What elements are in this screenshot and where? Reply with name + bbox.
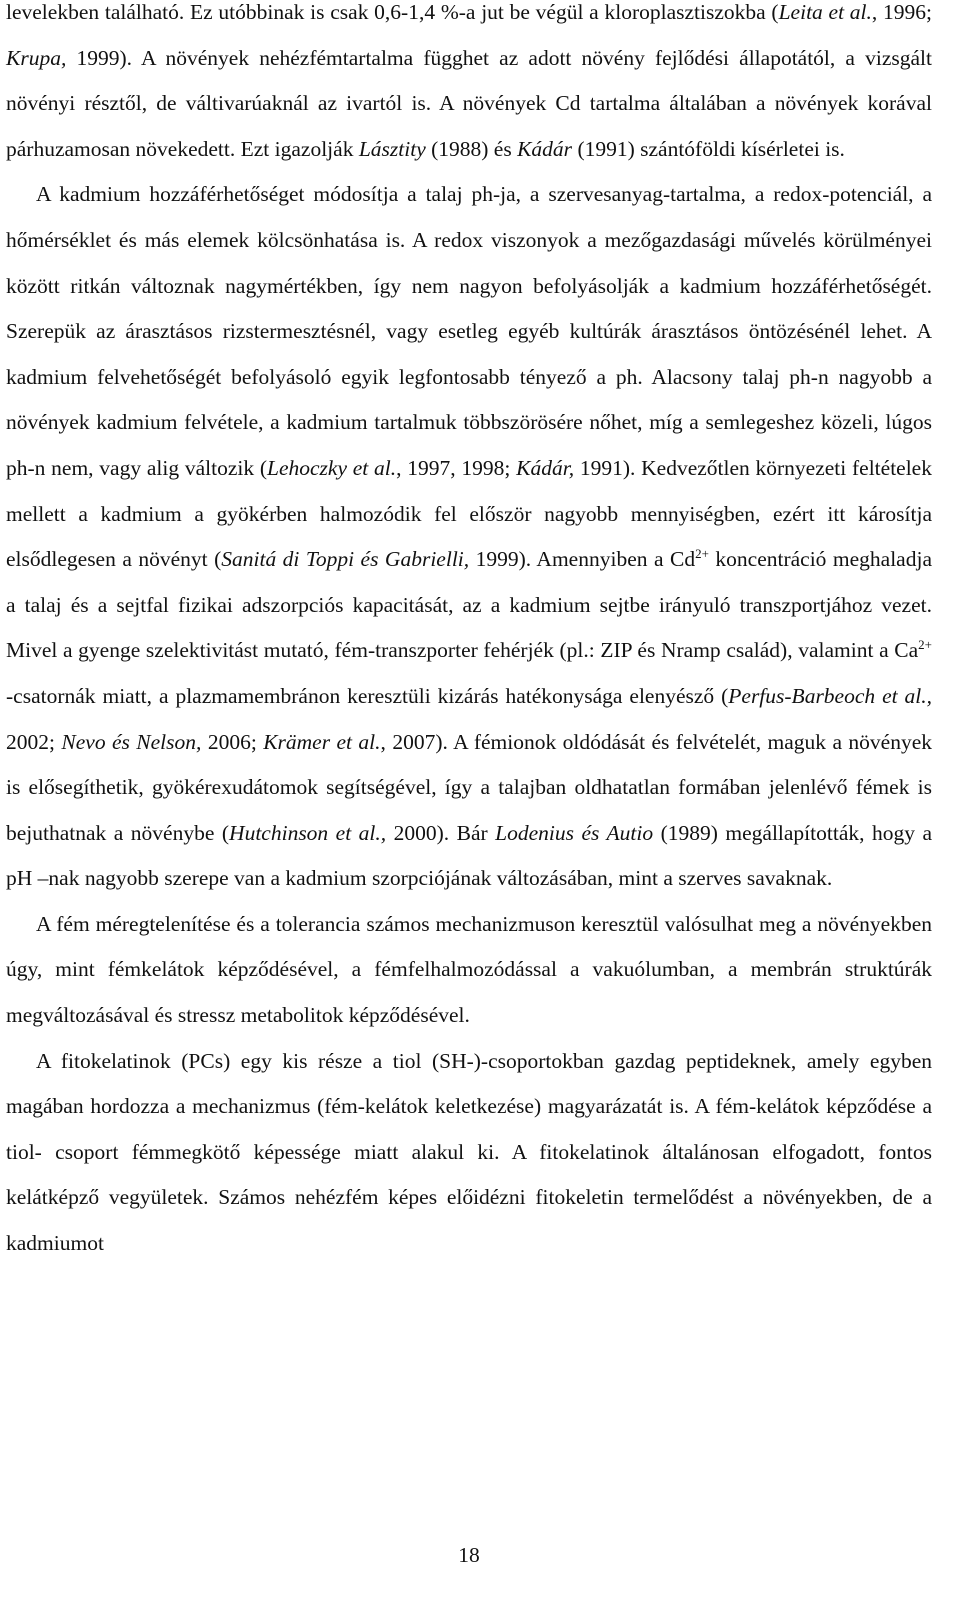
citation-italic-text: Perfus-Barbeoch et al.,	[728, 683, 932, 708]
text-segment: , 1996;	[871, 0, 932, 24]
citation-italic-text: Sanitá di Toppi és Gabrielli,	[221, 547, 470, 572]
citation-italic-text: Lásztity	[358, 136, 426, 161]
citation-italic-text: Hutchinson et al.,	[229, 820, 387, 845]
citation-italic-text: Lehoczky et al.	[267, 455, 397, 480]
text-segment: A kadmium hozzáférhetőséget módosítja a talaj ph-ja, a szervesanyag-tartalma, a redox-potenciál, a hőmérséklet és más elemek kölcsönhatása is. A redox viszonyok a mezőgazdasági művelés körülményei között ritkán változnak nagymértékben, így nem nagyon befolyásolják a kadmium hozzáférhetőségét. Szerepük az árasztásos rizstermesztésnél, vagy esetleg egyéb kultúrák árasztásos öntözésénél lehet. A kadmium felvehetőségét befolyásoló egyik legfontosabb tényező a ph. Alacsony talaj ph-n nagyobb a növények kadmium felvétele, a kadmium tartalmuk többszörösére nőhet, míg a semlegeshez közeli, lúgos ph-n nem, vagy alig változik (	[6, 182, 932, 480]
text-segment: (1989) megállapították, hogy a pH –nak nagyobb szerepe van a kadmium szorpciójának változásában, mint a szerves savaknak.	[6, 820, 932, 891]
text-segment: -csatornák miatt, a plazmamembránon keresztüli kizárás hatékonysága elenyésző (	[6, 683, 729, 708]
citation-italic-text: Krupa,	[6, 45, 67, 70]
citation-italic-text: Leita et al.	[778, 0, 872, 24]
paragraph	[6, 902, 932, 1039]
text-segment: 1999). Amennyiben a Cd	[469, 547, 696, 572]
document-page	[6, 0, 932, 1610]
superscript-text: 2+	[918, 637, 932, 653]
text-segment: 2000). Bár	[386, 820, 496, 845]
text-segment: (1991) szántóföldi kísérletei is.	[572, 136, 845, 161]
text-segment: 1991). Kedvezőtlen környezeti feltételek mellett a kadmium a gyökérben halmozódik fel először nagyobb mennyiségben, ezért itt károsítja elsődlegesen a növényt (	[6, 455, 932, 572]
citation-italic-text: Krämer et al.	[263, 729, 381, 754]
page-number: 18	[458, 1543, 480, 1567]
text-segment: A fitokelatinok (PCs) egy kis része a tiol (SH-)-csoportokban gazdag peptideknek, amely egyben magában hordozza a mechanizmus (fém-kelátok keletkezése) magyarázatát is. A fém-kelátok képződése a tiol- csoport fémmegkötő képessége miatt alakul ki. A fitokelatinok általánosan elfogadott, fontos kelátképző vegyületek. Számos nehézfém képes előidézni fitokeletin termelődést a növényekben, de a kadmiumot	[6, 1048, 932, 1256]
text-segment: A fém méregtelenítése és a tolerancia számos mechanizmuson keresztül valósulhat meg a növényekben úgy, mint fémkelátok képződésével, a fémfelhalmozódással a vakuólumban, a membrán struktúrák megváltozásával és stressz metabolitok képződésével.	[6, 911, 932, 1028]
text-segment: , 2007). A fémionok oldódását és felvételét, maguk a növények is elősegíthetik, gyökérexudátomok segítségével, így a talajban oldhatatlan formában jelenlévő fémek is bejuthatnak a növénybe (	[6, 729, 933, 845]
text-segment: , 1997, 1998;	[396, 455, 517, 480]
text-segment: 1999). A növények nehézfémtartalma függhet az adott növény fejlődési állapotától, a vizsgált növényi résztől, de váltivarúaknál az ivartól is. A növények Cd tartalma általában a növények korával párhuzamosan növekedett. Ezt igazolják	[6, 45, 932, 161]
citation-italic-text: Kádár,	[516, 455, 575, 480]
paragraph	[6, 172, 932, 902]
citation-italic-text: Lodenius és Autio	[495, 820, 654, 845]
citation-italic-text: Nevo és Nelson,	[61, 729, 202, 754]
text-segment: 2006;	[201, 729, 264, 754]
text-segment: 2002;	[6, 729, 62, 754]
paragraph	[6, 0, 932, 172]
citation-italic-text: Kádár	[517, 136, 573, 161]
body-text	[6, 0, 932, 1267]
text-segment: (1988) és	[425, 136, 518, 161]
paragraph	[6, 1039, 932, 1267]
text-segment: levelekben található. Ez utóbbinak is csak 0,6-1,4 %-a jut be végül a kloroplasztiszokba (	[6, 0, 779, 24]
text-segment: koncentráció meghaladja a talaj és a sejtfal fizikai adszorpciós kapacitását, az a kadmium sejtbe irányuló transzportjához vezet. Mivel a gyenge szelektivitást mutató, fém-transzporter fehérjék (pl.: ZIP és Nramp család), valamint a Ca	[6, 547, 932, 663]
superscript-text: 2+	[695, 545, 709, 561]
